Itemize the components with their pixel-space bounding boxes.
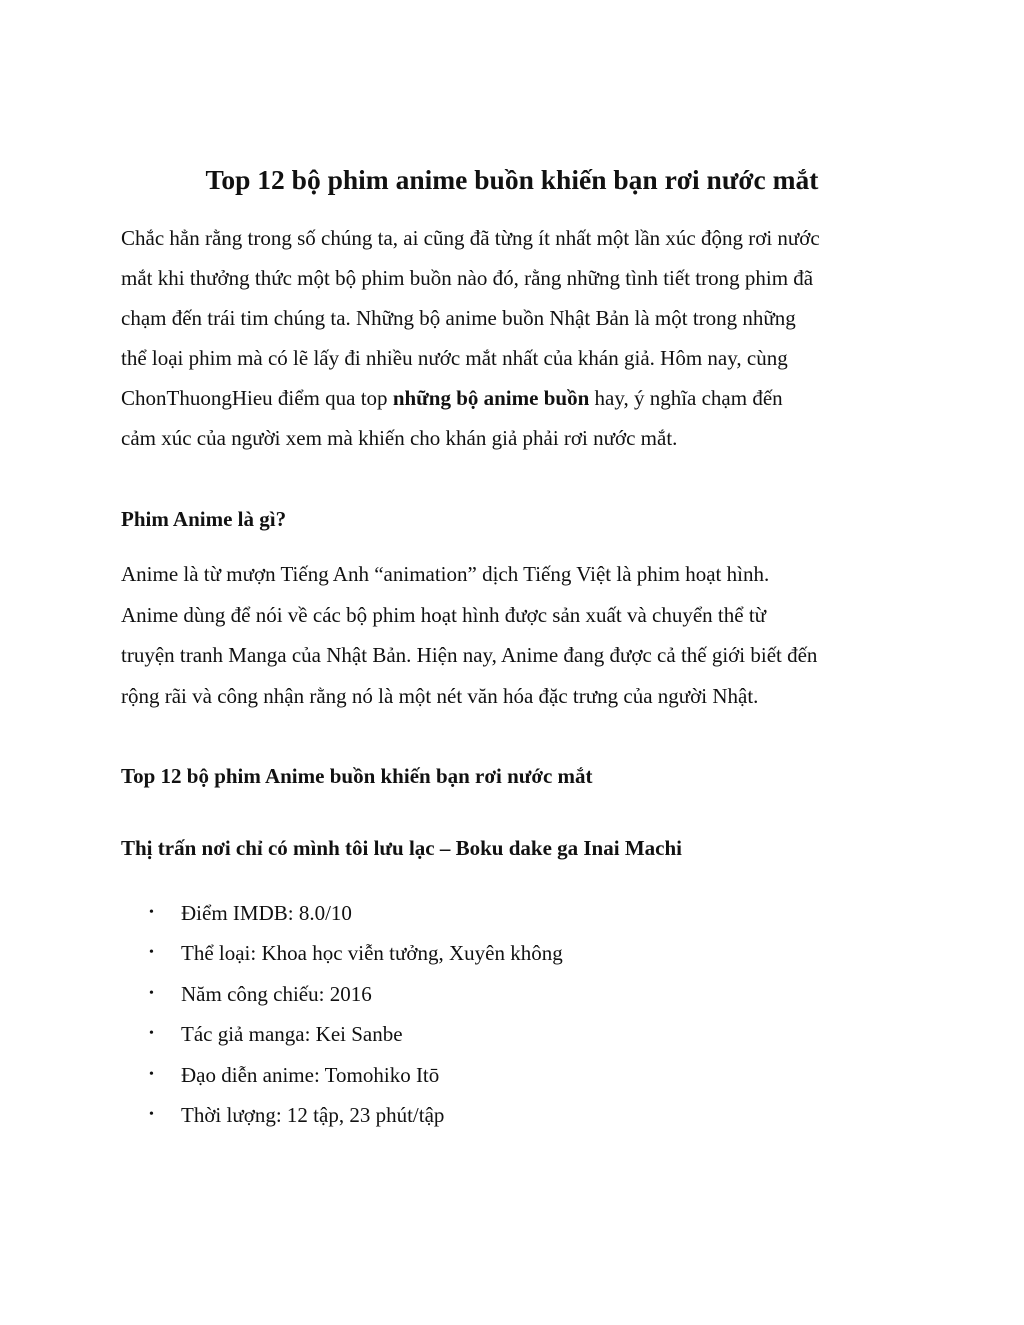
intro-bold-keyword: những bộ anime buồn	[392, 386, 590, 410]
anime-definition-paragraph	[121, 554, 921, 716]
intro-line: thể loại phim mà có lẽ lấy đi nhiều nước mắt nhất của khán giả. Hôm nay, cùng	[121, 346, 788, 370]
intro-paragraph	[121, 218, 921, 458]
paragraph-line: truyện tranh Manga của Nhật Bản. Hiện nay, Anime đang được cả thế giới biết đến	[121, 643, 818, 667]
list-item	[121, 1014, 563, 1054]
fact-duration: Thời lượng: 12 tập, 23 phút/tập	[181, 1102, 445, 1127]
fact-genre: Thể loại: Khoa học viễn tưởng, Xuyên không	[181, 941, 563, 966]
intro-text: hay, ý nghĩa chạm đến	[589, 386, 783, 410]
section-heading-what-is-anime: Phim Anime là gì?	[121, 507, 287, 531]
bullet-icon: •	[149, 985, 154, 1001]
page-title: Top 12 bộ phim anime buồn khiến bạn rơi nước mắt	[205, 164, 819, 195]
intro-line: mắt khi thưởng thức một bộ phim buồn nào đó, rằng những tình tiết trong phim đã	[121, 266, 814, 290]
intro-line: cảm xúc của người xem mà khiến cho khán giả phải rơi nước mắt.	[121, 426, 678, 450]
list-item	[121, 1055, 563, 1095]
intro-line: Chắc hẳn rằng trong số chúng ta, ai cũng đã từng ít nhất một lần xúc động rơi nước	[121, 226, 820, 250]
list-item	[121, 1095, 563, 1135]
paragraph-line: rộng rãi và công nhận rằng nó là một nét văn hóa đặc trưng của người Nhật.	[121, 683, 759, 708]
fact-year: Năm công chiếu: 2016	[181, 981, 372, 1006]
movie-facts-list	[121, 893, 563, 1135]
paragraph-line: Anime là từ mượn Tiếng Anh “animation” dịch Tiếng Việt là phim hoạt hình.	[121, 562, 770, 586]
list-item	[121, 933, 563, 973]
bullet-icon: •	[149, 1026, 154, 1042]
movie-heading: Thị trấn nơi chỉ có mình tôi lưu lạc – Boku dake ga Inai Machi	[121, 836, 682, 860]
fact-imdb: Điểm IMDB: 8.0/10	[181, 901, 352, 925]
fact-director: Đạo diễn anime: Tomohiko Itō	[181, 1062, 440, 1087]
list-item	[121, 974, 563, 1014]
intro-line: chạm đến trái tim chúng ta. Những bộ anime buồn Nhật Bản là một trong những	[121, 306, 796, 330]
section-heading-top-12: Top 12 bộ phim Anime buồn khiến bạn rơi nước mắt	[121, 764, 593, 788]
paragraph-line: Anime dùng để nói về các bộ phim hoạt hình được sản xuất và chuyển thể từ	[121, 602, 767, 627]
bullet-icon: •	[149, 1106, 154, 1122]
list-item	[121, 893, 563, 933]
bullet-icon: •	[149, 1066, 154, 1082]
fact-manga-author: Tác giả manga: Kei Sanbe	[181, 1022, 403, 1047]
bullet-icon: •	[149, 945, 154, 961]
intro-line	[121, 378, 921, 418]
bullet-icon: •	[149, 905, 154, 920]
intro-text: ChonThuongHieu điểm qua top	[121, 386, 393, 410]
